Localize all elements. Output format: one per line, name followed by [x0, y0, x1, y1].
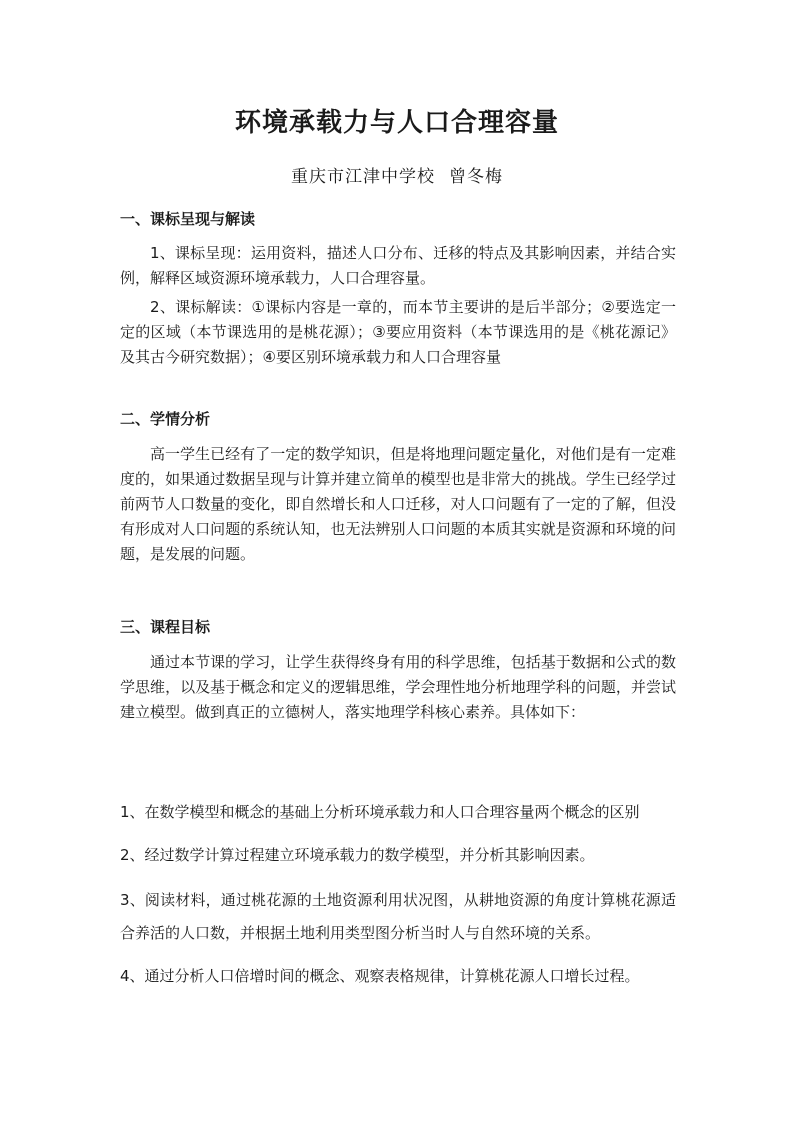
goal-item-3: 3、阅读材料，通过桃花源的土地资源利用状况图，从耕地资源的角度计算桃花源适合养活的人口数，并根据土地利用类型图分析当时人与自然环境的关系。 [120, 891, 676, 942]
paragraph-student-analysis: 高一学生已经有了一定的数学知识，但是将地理问题定量化，对他们是有一定难度的，如果通过数据呈现与计算并建立简单的模型也是非常大的挑战。学生已经学过前两节人口数量的变化，即自然增长和人口迁移，对人口问题有了一定的了解，但没有形成对人口问题的系统认知，也无法辨别人口问题的本质其实就是资源和环境的问题，是发展的问题。 [120, 445, 676, 563]
author-line [0, 162, 794, 187]
section-heading-student-analysis: 二、学情分析 [120, 410, 211, 428]
paragraph-course-goals: 通过本节课的学习，让学生获得终身有用的科学思维，包括基于数据和公式的数学思维，以及基于概念和定义的逻辑思维，学会理性地分析地理学科的问题，并尝试建立模型。做到真正的立德树人，落实地理学科核心素养。具体如下： [120, 653, 676, 721]
author-school: 重庆市江津中学校 [291, 167, 435, 187]
paragraph-standards-presentation: 1、课标呈现：运用资料，描述人口分布、迁移的特点及其影响因素，并结合实例，解释区域资源环境承载力，人口合理容量。 [120, 244, 676, 287]
author-name: 曾冬梅 [449, 167, 503, 187]
paragraph-standards-interpretation: 2、课标解读：①课标内容是一章的，而本节主要讲的是后半部分；②要选定一定的区域（本节课选用的是桃花源）；③要应用资料（本节课选用的是《桃花源记》及其古今研究数据）；④要区别环境承载力和人口合理容量 [120, 298, 676, 366]
section-heading-course-goals: 三、课程目标 [120, 618, 211, 636]
page-title: 环境承载力与人口合理容量 [234, 108, 559, 138]
goal-item-4: 4、通过分析人口倍增时间的概念、观察表格规律，计算桃花源人口增长过程。 [120, 967, 640, 985]
goal-item-1: 1、在数学模型和概念的基础上分析环境承载力和人口合理容量两个概念的区别 [120, 803, 640, 821]
goal-item-2: 2、经过数学计算过程建立环境承载力的数学模型，并分析其影响因素。 [120, 846, 595, 864]
section-heading-standards: 一、课标呈现与解读 [120, 210, 256, 228]
